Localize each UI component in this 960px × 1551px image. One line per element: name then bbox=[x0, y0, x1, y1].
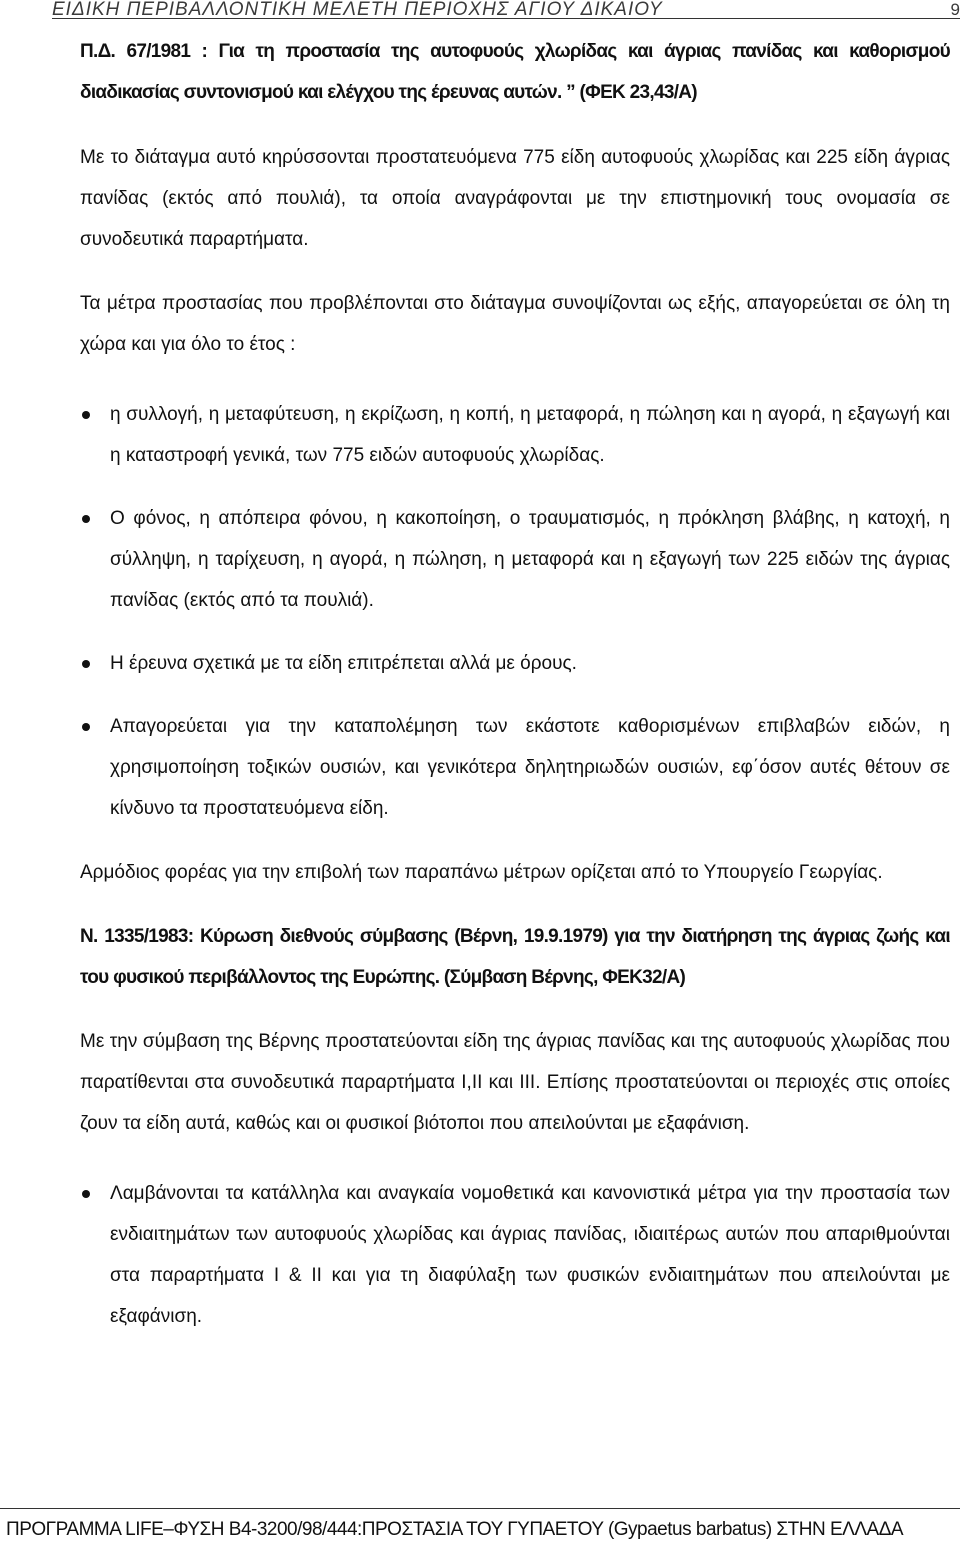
list-item bbox=[80, 498, 950, 621]
page-header bbox=[52, 0, 960, 19]
page-number: 9 bbox=[950, 0, 960, 19]
bullet-icon bbox=[82, 515, 90, 523]
list-item-text: Ο φόνος, η απόπειρα φόνου, η κακοποίηση, ο τραυματισμός, η πρόκληση βλάβης, η κατοχή, η σύλληψη, η ταρίχευση, η αγορά, η πώληση, η μεταφορά και η εξαγωγή των 225 ειδών της άγριας πανίδας (εκτός από τα πουλιά). bbox=[110, 508, 950, 611]
section-heading-law-1335-1983: Ν. 1335/1983: Κύρωση διεθνούς σύμβασης (Βέρνη, 19.9.1979) για την διατήρηση της άγριας ζωής και του φυσικού περιβάλλοντος της Ευρώπης. (Σύμβαση Βέρνης, ΦΕΚ32/Α) bbox=[80, 926, 950, 988]
list-item-text: Η έρευνα σχετικά με τα είδη επιτρέπεται αλλά με όρους. bbox=[110, 653, 577, 674]
paragraph: Με το διάταγμα αυτό κηρύσσονται προστατευόμενα 775 είδη αυτοφυούς χλωρίδας και 225 είδη άγριας πανίδας (εκτός από πουλιά), τα οποία αναγράφονται με την επιστημονική τους ονομασία σε συνοδευτικά παραρτήματα. bbox=[80, 147, 950, 250]
paragraph: Τα μέτρα προστασίας που προβλέπονται στο διάταγμα συνοψίζονται ως εξής, απαγορεύεται σε όλη τη χώρα και για όλο το έτος : bbox=[80, 293, 950, 355]
list-item-text: Λαμβάνονται τα κατάλληλα και αναγκαία νομοθετικά και κανονιστικά μέτρα για την προστασία των ενδιαιτημάτων των αυτοφυούς χλωρίδας και άγριας πανίδας, ιδιαιτέρως αυτών που απαριθμούνται στα παραρτήματα Ι & ΙΙ και για τη διαφύλαξη των φυσικών ενδιαιτημάτων που απειλούνται με εξαφάνιση. bbox=[110, 1183, 950, 1327]
footer-text: ΠΡΟΓΡΑΜΜΑ LIFE–ΦΥΣΗ Β4-3200/98/444:ΠΡΟΣΤΑΣΙΑ ΤΟΥ ΓΥΠΑΕΤΟΥ (Gypaetus barbatus) ΣΤΗΝ ΕΛΛΑΔΑ bbox=[6, 1519, 904, 1540]
bullet-icon bbox=[82, 1190, 90, 1198]
list-item bbox=[80, 1173, 950, 1337]
list-item bbox=[80, 643, 950, 684]
page-footer bbox=[0, 1508, 960, 1540]
list-item bbox=[80, 394, 950, 476]
list-item-text: η συλλογή, η μεταφύτευση, η εκρίζωση, η κοπή, η μεταφορά, η πώληση και η αγορά, η εξαγωγή και η καταστροφή γενικά, των 775 ειδών αυτοφυούς χλωρίδας. bbox=[110, 404, 950, 466]
header-title: ΕΙΔΙΚΗ ΠΕΡΙΒΑΛΛΟΝΤΙΚΗ ΜΕΛΕΤΗ ΠΕΡΙΟΧΗΣ ΑΓΙΟΥ ΔΙΚΑΙΟΥ bbox=[52, 0, 663, 20]
bullet-list bbox=[80, 394, 950, 829]
paragraph: Με την σύμβαση της Βέρνης προστατεύονται είδη της άγριας πανίδας και της αυτοφυούς χλωρίδας που παρατίθενται στα συνοδευτικά παραρτήματα Ι,ΙΙ και ΙΙΙ. Επίσης προστατεύονται οι περιοχές στις οποίες ζουν τα είδη αυτά, καθώς και οι φυσικοί βιότοποι που απειλούνται με εξαφάνιση. bbox=[80, 1031, 950, 1134]
bullet-icon bbox=[82, 411, 90, 419]
section-heading-pd-67-1981: Π.Δ. 67/1981 : Για τη προστασία της αυτοφυούς χλωρίδας και άγριας πανίδας και καθορισμού διαδικασίας συντονισμού και ελέγχου της έρευνας αυτών. ” (ΦΕΚ 23,43/Α) bbox=[80, 41, 950, 103]
paragraph: Αρμόδιος φορέας για την επιβολή των παραπάνω μέτρων ορίζεται από το Υπουργείο Γεωργίας. bbox=[80, 862, 883, 883]
list-item-text: Απαγορεύεται για την καταπολέμηση των εκάστοτε καθορισμένων επιβλαβών ειδών, η χρησιμοποίηση τοξικών ουσιών, και γενικότερα δηλητηριωδών ουσιών, εφ΄όσον αυτές θέτουν σε κίνδυνο τα προστατευόμενα είδη. bbox=[110, 716, 950, 819]
document-body bbox=[80, 31, 950, 1337]
list-item bbox=[80, 706, 950, 829]
bullet-list bbox=[80, 1173, 950, 1337]
bullet-icon bbox=[82, 723, 90, 731]
bullet-icon bbox=[82, 660, 90, 668]
